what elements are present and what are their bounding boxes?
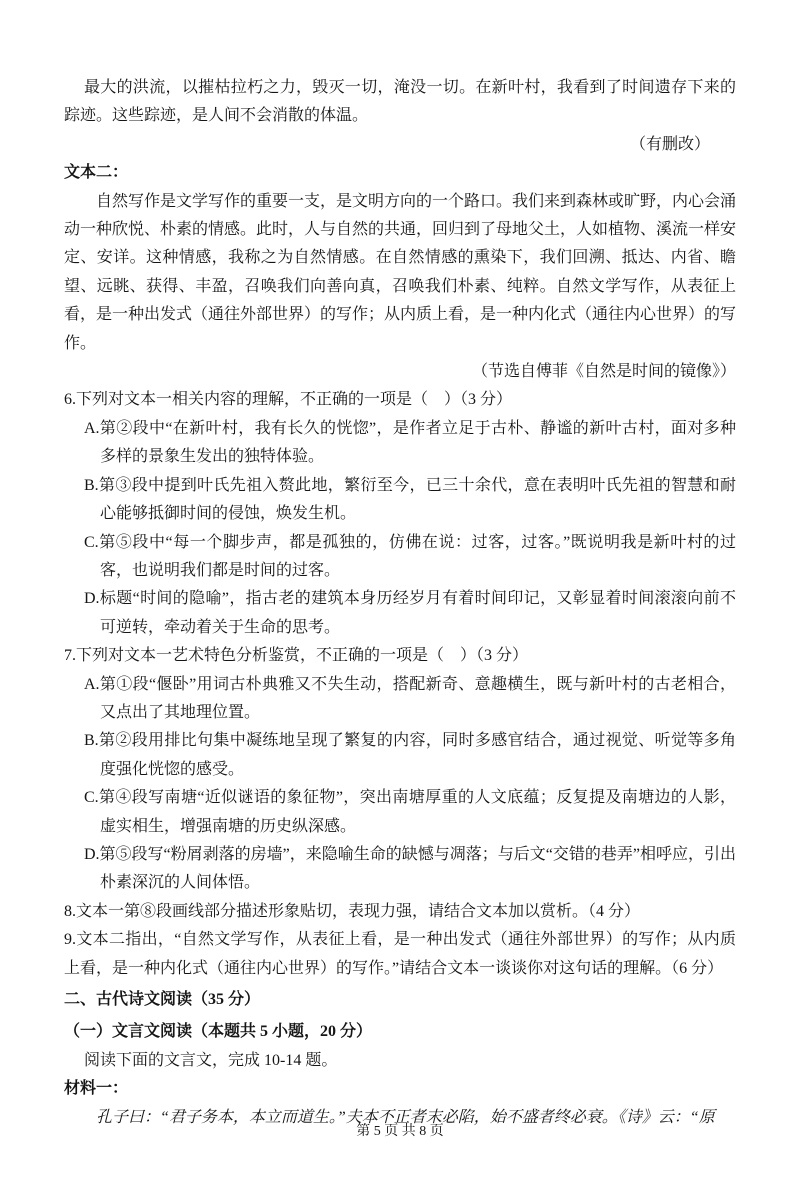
section-2-instruction: 阅读下面的文言文，完成 10-14 题。 <box>84 1051 338 1069</box>
question-6-option-c: C.第⑤段中“每一个脚步声，都是孤独的，仿佛在说：过客，过客。”既说明我是新叶村的过客，也说明我们都是时间的过客。 <box>84 533 736 579</box>
question-7-option-b: B.第②段用排比句集中凝练地呈现了繁复的内容，同时多感官结合，通过视觉、听觉等多角度强化恍惚的感受。 <box>84 732 736 778</box>
section-2-subheading: （一）文言文阅读（本题共 5 小题，20 分） <box>64 1023 373 1041</box>
question-6-option-a: A.第②段中“在新叶村，我有长久的恍惚”，是作者立足于古朴、静谧的新叶古村，面对多种多样的景象生发出的独特体验。 <box>84 419 736 466</box>
question-7-option-c: C.第④段写南塘“近似谜语的象征物”，突出南塘厚重的人文底蕴；反复提及南塘边的人影，虚实相生，增强南塘的历史纵深感。 <box>84 789 736 835</box>
question-7-stem: 7.下列对文本一艺术特色分析鉴赏，不正确的一项是（ ）（3 分） <box>64 647 529 665</box>
page-footer: 第 5 页 共 8 页 <box>356 1124 444 1139</box>
question-6-option-b: B.第③段中提到叶氏先祖入赘此地，繁衍至今，已三十余代，意在表明叶氏先祖的智慧和耐心能够抵御时间的侵蚀，焕发生机。 <box>84 476 736 523</box>
text2-paragraph: 自然写作是文学写作的重要一支，是文明方向的一个路口。我们来到森林或旷野，内心会涌动一种欣悦、朴素的情感。此时，人与自然的共通，回归到了母地父土，人如植物、溪流一样安定、安详。这种情感，我称之为自然情感。在自然情感的熏染下，我们回溯、抵达、内省、瞻望、远眺、获得、丰盈，召唤我们向善向真，召唤我们朴素、纯粹。自然文学写作，从表征上看，是一种出发式（通往外部世界）的写作；从内质上看，是一种内化式（通往内心世界）的写作。 <box>64 192 737 352</box>
question-7-option-a: A.第①段“偃卧”用词古朴典雅又不失生动，搭配新奇、意趣横生，既与新叶村的古老相合，又点出了其地理位置。 <box>84 675 736 721</box>
question-7-option-d: D.第⑤段写“粉屑剥落的房墙”，来隐喻生命的缺憾与凋落；与后文“交错的巷弄”相呼应，引出朴素深沉的人间体悟。 <box>84 845 736 892</box>
material-1-text: 孔子曰：“君子务本，本立而道生。”夫本不正者末必陷，始不盛者终必衰。《诗》云：“原 <box>96 1108 715 1126</box>
text1-continuation: 最大的洪流，以摧枯拉朽之力，毁灭一切，淹没一切。在新叶村，我看到了时间遗存下来的踪迹。这些踪迹，是人间不会消散的体温。 <box>64 79 736 125</box>
question-8-stem: 8.文本一第⑧段画线部分描述形象贴切，表现力强，请结合文本加以赏析。（4 分） <box>64 902 641 920</box>
material-1-label: 材料一： <box>64 1080 129 1098</box>
text2-label: 文本二： <box>64 164 129 182</box>
section-2-heading: 二、古代诗文阅读（35 分） <box>64 991 261 1008</box>
question-6-option-d: D.标题“时间的隐喻”，指古老的建筑本身历经岁月有着时间印记，又彰显着时间滚滚向前不可逆转，牵动着关于生命的思考。 <box>84 590 736 636</box>
question-6-stem: 6.下列对文本一相关内容的理解，不正确的一项是（ ）（3 分） <box>64 391 513 409</box>
text1-edit-note: （有删改） <box>629 135 710 153</box>
question-9-stem: 9.文本二指出，“自然文学写作，从表征上看，是一种出发式（通往外部世界）的写作；从内质上看，是一种内化式（通往内心世界）的写作。”请结合文本一谈谈你对这句话的理解。（6 分） <box>64 931 736 977</box>
text2-source: （节选自傅菲《自然是时间的镜像》） <box>471 363 736 381</box>
